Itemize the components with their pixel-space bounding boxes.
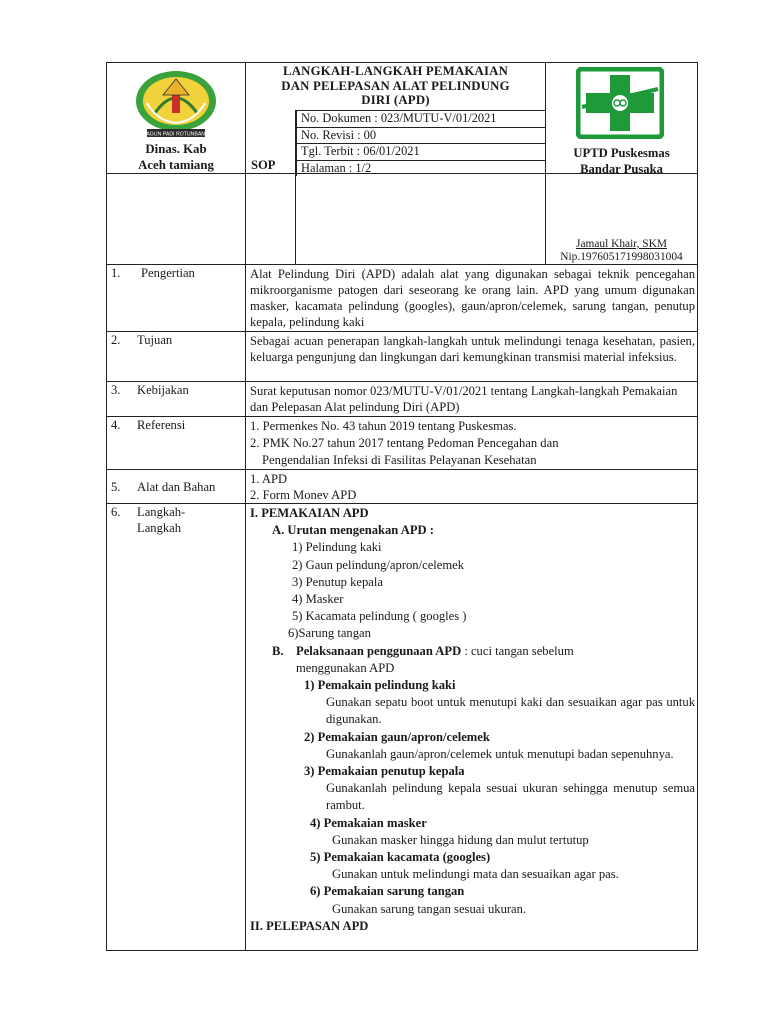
signature-cell [546, 174, 698, 265]
section-label: 2. Tujuan [107, 332, 246, 382]
step-title: 6) Pemakaian sarung tangan [310, 884, 465, 899]
blank-cell [296, 174, 546, 265]
section-text: Surat keputusan nomor 023/MUTU-V/01/2021 tentang Langkah-langkah Pemakaian dan Pelepasan Alat pelindung Diri (APD) [246, 382, 698, 417]
page-number: Halaman : 1/2 [296, 161, 545, 177]
sequence-item: 1) Pelindung kaki [292, 540, 382, 555]
facility-name: UPTD Puskesmas Bandar Pusaka [573, 146, 670, 176]
document-meta [296, 110, 545, 176]
section-alat-bahan [107, 470, 698, 504]
agency-name: Dinas. Kab Aceh tamiang [138, 142, 214, 172]
sequence-item: 5) Kacamata pelindung ( googles ) [292, 609, 467, 624]
revision-number: No. Revisi : 00 [296, 128, 545, 145]
section-langkah [107, 504, 698, 951]
section-text: Alat Pelindung Diri (APD) adalah alat yang digunakan sebagai teknik pencegahan mikroorganisme patogen dari seseorang ke orang lain. APD yang umum digunakan masker, kacamata pelindung (googles), gaun/apron/celemek, sarung tangan, penutup kepala, pelindung kaki [246, 265, 698, 332]
section-label: 6. Langkah- Langkah [107, 504, 246, 951]
tool-item: 2. Form Monev APD [250, 488, 357, 502]
step-title: 5) Pemakaian kacamata (googles) [310, 850, 491, 865]
agency-logo-cell [107, 63, 246, 174]
reference-item: 1. Permenkes No. 43 tahun 2019 tentang Puskesmas. [250, 419, 517, 433]
section-label: 5. Alat dan Bahan [107, 470, 246, 504]
blank-cell [107, 174, 246, 265]
section-text: Sebagai acuan penerapan langkah-langkah untuk melindungi tenaga kesehatan, pasien, keluarga pengunjung dan lingkungan dari kemungkinan transmisi material infeksius. [246, 332, 698, 382]
step-text: Gunakanlah pelindung kepala sesuai ukuran sehingga menutup semua rambut. [326, 781, 696, 813]
section-label: 4. Referensi [107, 417, 246, 470]
sop-document [106, 62, 697, 951]
section-tujuan [107, 332, 698, 382]
section-text [246, 504, 698, 951]
section-label: 1. Pengertian [107, 265, 246, 332]
puskesmas-cross-icon [576, 67, 664, 139]
part-heading: I. PEMAKAIAN APD [250, 506, 369, 520]
document-title: LANGKAH-LANGKAH PEMAKAIAN DAN PELEPASAN ALAT PELINDUNG DIRI (APD) [281, 64, 510, 107]
step-title: 2) Pemakaian gaun/apron/celemek [304, 729, 490, 744]
section-text [246, 470, 698, 504]
step-text: Gunakan sarung tangan sesuai ukuran. [332, 901, 527, 916]
doc-number: No. Dokumen : 023/MUTU-V/01/2021 [296, 111, 545, 128]
title-cell [246, 63, 546, 174]
reference-item: 2. PMK No.27 tahun 2017 tentang Pedoman Pencegahan dan [250, 436, 559, 450]
blank-cell [246, 174, 296, 265]
step-text: Gunakanlah gaun/apron/celemek untuk menutupi badan sepenuhnya. [326, 746, 674, 761]
step-text: Gunakan untuk melindungi mata dan sesuaikan agar pas. [332, 867, 619, 882]
step-title: 3) Pemakaian penutup kepala [304, 764, 465, 779]
facility-logo-cell [546, 63, 698, 174]
section-referensi [107, 417, 698, 470]
section-text [246, 417, 698, 470]
tool-item: 1. APD [250, 472, 288, 486]
reference-item: Pengendalian Infeksi di Fasilitas Pelayanan Kesehatan [262, 453, 537, 467]
aceh-tamiang-emblem-icon [133, 69, 219, 141]
emblem-caption: BAGUN PADI ROTUNBANG [142, 131, 210, 138]
sequence-item: 4) Masker [292, 592, 344, 607]
step-text: Gunakan masker hingga hidung dan mulut tertutup [332, 832, 589, 847]
section-pengertian [107, 265, 698, 332]
signer-name: Jamaul Khair, SKM [576, 238, 667, 250]
subheading-b: B. Pelaksanaan penggunaan APD : cuci tangan sebelum menggunakan APD [272, 643, 574, 675]
subheading-a: A. Urutan mengenakan APD : [272, 523, 434, 538]
issue-date: Tgl. Terbit : 06/01/2021 [296, 144, 545, 161]
step-title: 4) Pemakaian masker [310, 815, 427, 830]
section-kebijakan [107, 382, 698, 417]
sequence-item: 6)Sarung tangan [288, 626, 371, 641]
sequence-item: 3) Penutup kepala [292, 574, 383, 589]
step-text: Gunakan sepatu boot untuk menutupi kaki dan sesuaikan agar pas untuk digunakan. [326, 695, 696, 727]
signer-nip: Nip.197605171998031004 [560, 251, 683, 263]
step-title: 1) Pemakain pelindung kaki [304, 678, 456, 693]
part-heading: II. PELEPASAN APD [250, 918, 369, 933]
section-label: 3. Kebijakan [107, 382, 246, 417]
sop-label: SOP [251, 158, 276, 172]
sequence-item: 2) Gaun pelindung/apron/celemek [292, 557, 465, 572]
